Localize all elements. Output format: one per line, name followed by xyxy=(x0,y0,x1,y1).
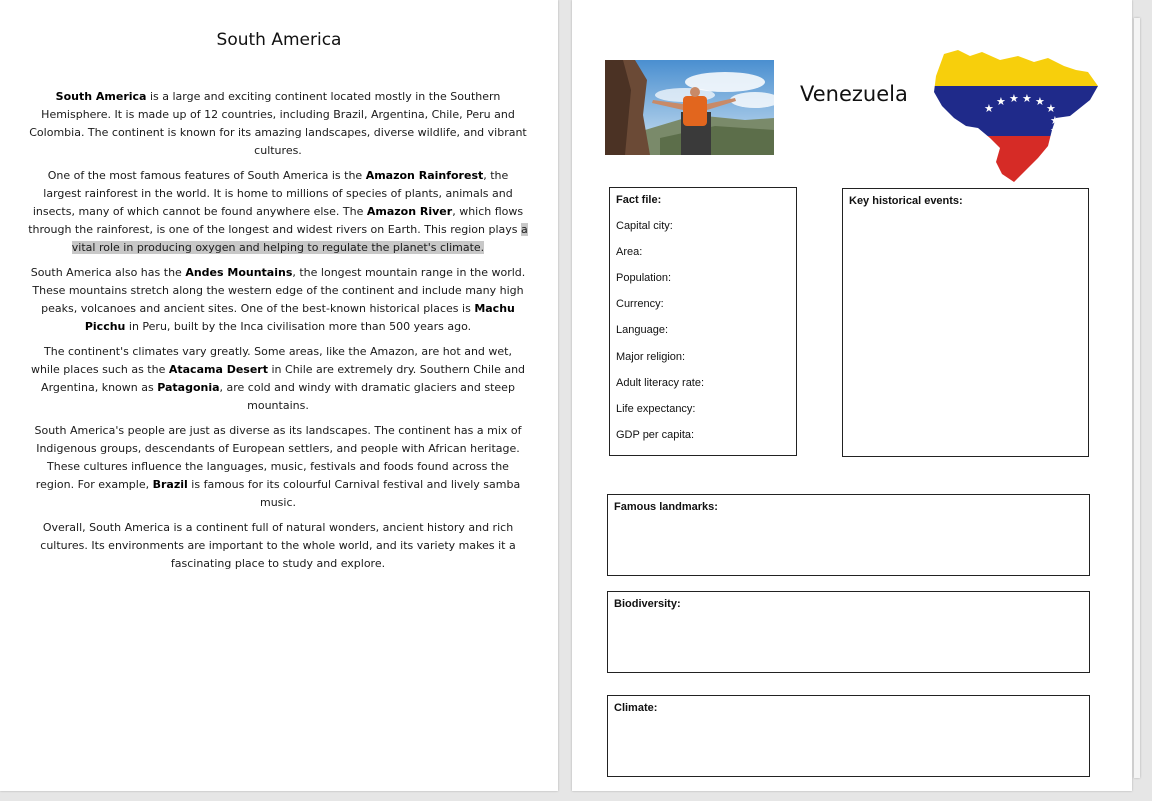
text-run: , are cold and windy with dramatic glaciers and steep mountains. xyxy=(219,381,515,412)
fact-row: Area: xyxy=(616,246,643,258)
article-paragraph xyxy=(28,343,528,415)
fact-row: Capital city: xyxy=(616,220,673,232)
svg-text:★: ★ xyxy=(1035,95,1045,108)
text-run: South America also has the xyxy=(30,266,186,279)
text-run: is a large and exciting continent located mostly in the Southern Hemisphere. It is made up of 12 countries, including Brazil, Argentina, Chile, Peru and Colombia. The continent is known for its amazing landscapes, diverse wildlife, and vibrant cultures. xyxy=(29,90,527,157)
text-run: The continent's climates vary greatly. Some areas, like the Amazon, are hot and wet, while places such as the xyxy=(30,345,512,376)
fact-row: Currency: xyxy=(616,298,664,310)
page-title: South America xyxy=(216,30,342,50)
article-paragraph xyxy=(28,422,528,512)
biodiversity-heading: Biodiversity: xyxy=(614,598,681,610)
venezuela-flag-map xyxy=(930,46,1102,184)
svg-text:★: ★ xyxy=(1046,102,1056,115)
highlighted-text: a vital role in producing oxygen and helping to regulate the planet's climate. xyxy=(71,223,528,254)
landmarks-heading: Famous landmarks: xyxy=(614,501,718,513)
bold-term: Amazon Rainforest xyxy=(365,169,484,182)
text-run: in Peru, built by the Inca civilisation more than 500 years ago. xyxy=(125,320,472,333)
landmarks-box[interactable] xyxy=(607,494,1090,576)
text-run: in Chile are extremely dry. Southern Chile and Argentina, known as xyxy=(41,363,526,394)
bold-term: Atacama Desert xyxy=(168,363,268,376)
key-events-box[interactable] xyxy=(842,188,1089,457)
text-run: South America's people are just as diverse as its landscapes. The continent has a mix of Indigenous groups, descendants of European settlers, and people with African heritage. These cultures influence the languages, music, festivals and foods found across the region. For example, xyxy=(34,424,522,491)
bold-term: Andes Mountains xyxy=(185,266,293,279)
svg-text:★: ★ xyxy=(1022,92,1032,105)
fact-row: Population: xyxy=(616,272,672,284)
bold-term: Amazon River xyxy=(366,205,453,218)
text-run: , the largest rainforest in the world. It is home to millions of species of plants, animals and insects, many of which cannot be found anywhere else. The xyxy=(32,169,513,218)
bold-term: Patagonia xyxy=(157,381,220,394)
svg-text:★: ★ xyxy=(1009,92,1019,105)
svg-text:★: ★ xyxy=(1050,114,1060,127)
article-paragraph xyxy=(28,88,528,160)
text-run: , which flows through the rainforest, is one of the longest and widest rivers on Earth. This region plays xyxy=(28,205,524,236)
text-run: Overall, South America is a continent full of natural wonders, ancient history and rich cultures. Its environments are important to the whole world, and its variety makes it a fascinating place to study and explore. xyxy=(40,521,516,570)
fact-row: Adult literacy rate: xyxy=(616,377,705,389)
article-paragraph xyxy=(28,264,528,336)
fact-file-heading: Fact file: xyxy=(616,194,662,206)
climate-heading: Climate: xyxy=(614,702,658,714)
svg-text:★: ★ xyxy=(1050,124,1060,137)
text-run: , the longest mountain range in the world. These mountains stretch along the western edge of the continent and include many high peaks, volcanoes and ancient sites. One of the best-known historical places is xyxy=(32,266,526,315)
bold-term: Machu Picchu xyxy=(84,302,515,333)
text-run: is famous for its colourful Carnival festival and lively samba music. xyxy=(187,478,521,509)
text-run: One of the most famous features of South America is the xyxy=(47,169,366,182)
key-events-heading: Key historical events: xyxy=(849,195,963,207)
article-body xyxy=(28,88,528,580)
climate-box[interactable] xyxy=(607,695,1090,777)
fact-row: Language: xyxy=(616,324,668,336)
svg-text:★: ★ xyxy=(984,102,994,115)
bold-term: South America xyxy=(55,90,147,103)
biodiversity-box[interactable] xyxy=(607,591,1090,673)
article-paragraph xyxy=(28,167,528,257)
fact-row: Life expectancy: xyxy=(616,403,696,415)
bold-term: Brazil xyxy=(152,478,188,491)
article-paragraph xyxy=(28,519,528,573)
fact-file-box[interactable] xyxy=(609,187,797,456)
next-page-edge xyxy=(1134,18,1140,778)
svg-text:★: ★ xyxy=(996,95,1006,108)
left-page xyxy=(0,0,558,791)
hiker-photo xyxy=(605,60,774,155)
country-name: Venezuela xyxy=(800,82,908,106)
fact-row: Major religion: xyxy=(616,351,686,363)
fact-row: GDP per capita: xyxy=(616,429,695,441)
